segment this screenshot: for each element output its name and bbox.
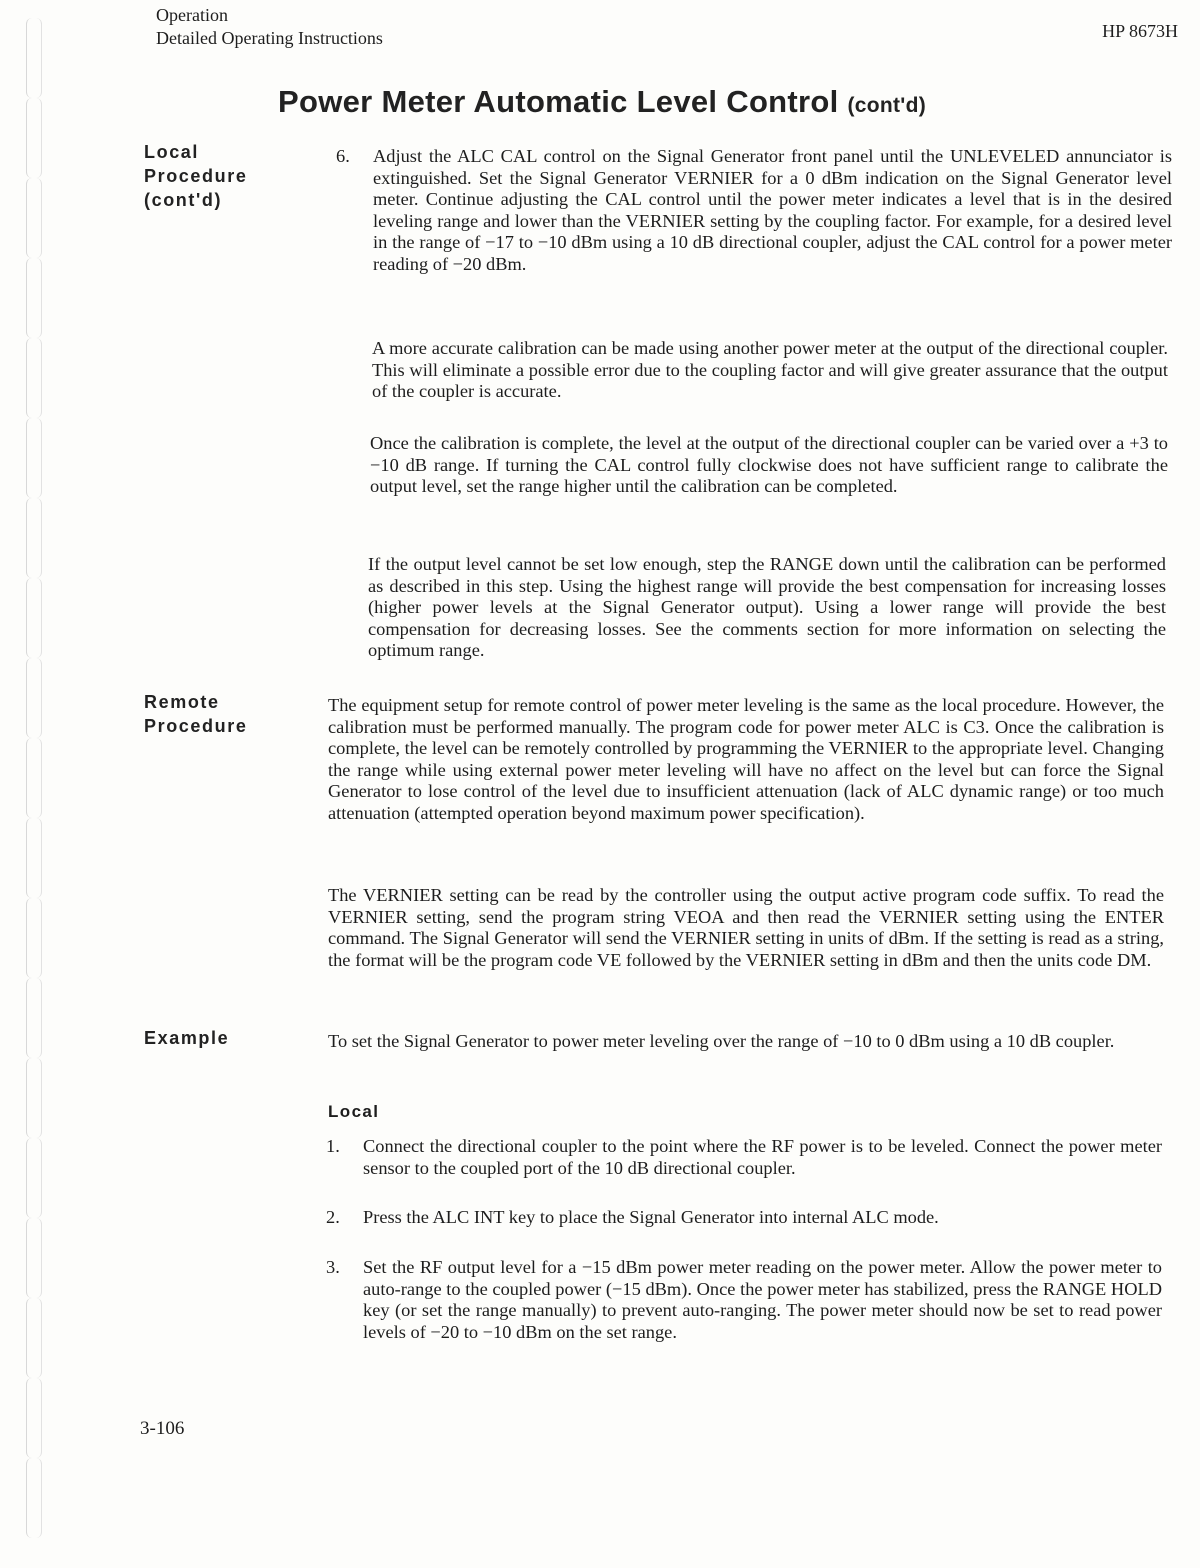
header-section: Operation	[156, 5, 228, 25]
heading-line: Procedure	[144, 716, 248, 736]
binding-hole	[26, 738, 42, 818]
page-title	[278, 84, 926, 120]
binding-hole	[26, 418, 42, 498]
binding-hole	[26, 1138, 42, 1218]
local-procedure-heading	[144, 140, 247, 212]
local-paragraph: If the output level cannot be set low enough, step the RANGE down until the calibration can be performed as described in this step. Using the highest range will provide the best compensation for increasing losses (higher power levels at the Signal Generator output). Using a lower range will provide the best compensation for decreasing losses. See the comments section for more information on selecting the optimum range.	[368, 554, 1166, 660]
binding-hole	[26, 18, 42, 98]
remote-procedure-heading	[144, 690, 247, 738]
step-number: 3.	[326, 1257, 340, 1277]
heading-line: (cont'd)	[144, 190, 223, 210]
heading-line: Local	[144, 142, 200, 162]
step-number: 6.	[336, 146, 350, 166]
local-paragraph: A more accurate calibration can be made using another power meter at the output of the directional coupler. This will eliminate a possible error due to the coupling factor and will give greater assurance that the output of the coupler is accurate.	[372, 338, 1168, 401]
remote-paragraph: The VERNIER setting can be read by the controller using the output active program code suffix. To read the VERNIER setting, send the program string VEOA and then read the VERNIER setting using the ENTER command. The Signal Generator will send the VERNIER setting in units of dBm. If the setting is read as a string, the format will be the program code VE followed by the VERNIER setting in dBm and then the units code DM.	[328, 885, 1164, 970]
binding-hole	[26, 1058, 42, 1138]
step-number: 1.	[326, 1136, 340, 1156]
example-local-subheading: Local	[328, 1102, 380, 1121]
header-subsection: Detailed Operating Instructions	[156, 28, 383, 48]
binding-hole	[26, 1218, 42, 1298]
binding-hole	[26, 498, 42, 578]
example-heading: Example	[144, 1028, 230, 1048]
step-text: Adjust the ALC CAL control on the Signal Generator front panel until the UNLEVELED annunciator is extinguished. Set the Signal Generator VERNIER for a 0 dBm indication on the Signal Generator level meter. Continue adjusting the CAL control until the power meter indicates a level that is in the desired leveling range and lower than the VERNIER setting by the coupling factor. For example, for a desired level in the range of −17 to −10 dBm using a 10 dB directional coupler, adjust the CAL control for a power meter reading of −20 dBm.	[373, 146, 1172, 274]
page-number: 3-106	[140, 1418, 185, 1439]
binding-hole	[26, 178, 42, 258]
binding-hole	[26, 898, 42, 978]
local-paragraph: Once the calibration is complete, the level at the output of the directional coupler can be varied over a +3 to −10 dB range. If turning the CAL control fully clockwise does not have sufficient range to calibrate the output level, set the range higher until the calibration can be completed.	[370, 433, 1168, 496]
heading-line: Procedure	[144, 166, 248, 186]
heading-line: Remote	[144, 692, 220, 712]
binding-hole	[26, 1378, 42, 1458]
step-text: Press the ALC INT key to place the Signal Generator into internal ALC mode.	[363, 1207, 939, 1227]
binding-hole	[26, 338, 42, 418]
binding-hole	[26, 818, 42, 898]
binding-edge	[0, 0, 60, 1568]
example-intro: To set the Signal Generator to power meter leveling over the range of −10 to 0 dBm using a 10 dB coupler.	[328, 1031, 1115, 1051]
binding-hole	[26, 1298, 42, 1378]
header-model: HP 8673H	[1102, 21, 1178, 41]
remote-paragraph: The equipment setup for remote control of power meter leveling is the same as the local procedure. However, the calibration must be performed manually. The program code for power meter ALC is C3. Once the calibration is complete, the level can be remotely controlled by programming the VERNIER to the appropriate level. Changing the range while using external power meter leveling will have no affect on the level but can force the Signal Generator to lose control of the level due to insufficient attenuation (lack of ALC dynamic range) or too much attenuation (attempted operation beyond maximum power specification).	[328, 695, 1164, 823]
step-number: 2.	[326, 1207, 340, 1227]
running-header	[156, 4, 383, 50]
step-text: Connect the directional coupler to the point where the RF power is to be leveled. Connect the power meter sensor to the coupled port of the 10 dB directional coupler.	[363, 1136, 1162, 1178]
binding-hole	[26, 1458, 42, 1538]
binding-hole	[26, 258, 42, 338]
step-text: Set the RF output level for a −15 dBm power meter reading on the power meter. Allow the power meter to auto-range to the coupled power (−15 dBm). Once the power meter has stabilized, press the RANGE HOLD key (or set the range manually) to prevent auto-ranging. The power meter should now be set to read power levels of −20 to −10 dBm on the set range.	[363, 1257, 1162, 1342]
binding-hole	[26, 978, 42, 1058]
binding-hole	[26, 658, 42, 738]
binding-hole	[26, 98, 42, 178]
page-title-suffix: (cont'd)	[847, 94, 927, 117]
page-title-main: Power Meter Automatic Level Control	[278, 84, 839, 119]
binding-hole	[26, 578, 42, 658]
